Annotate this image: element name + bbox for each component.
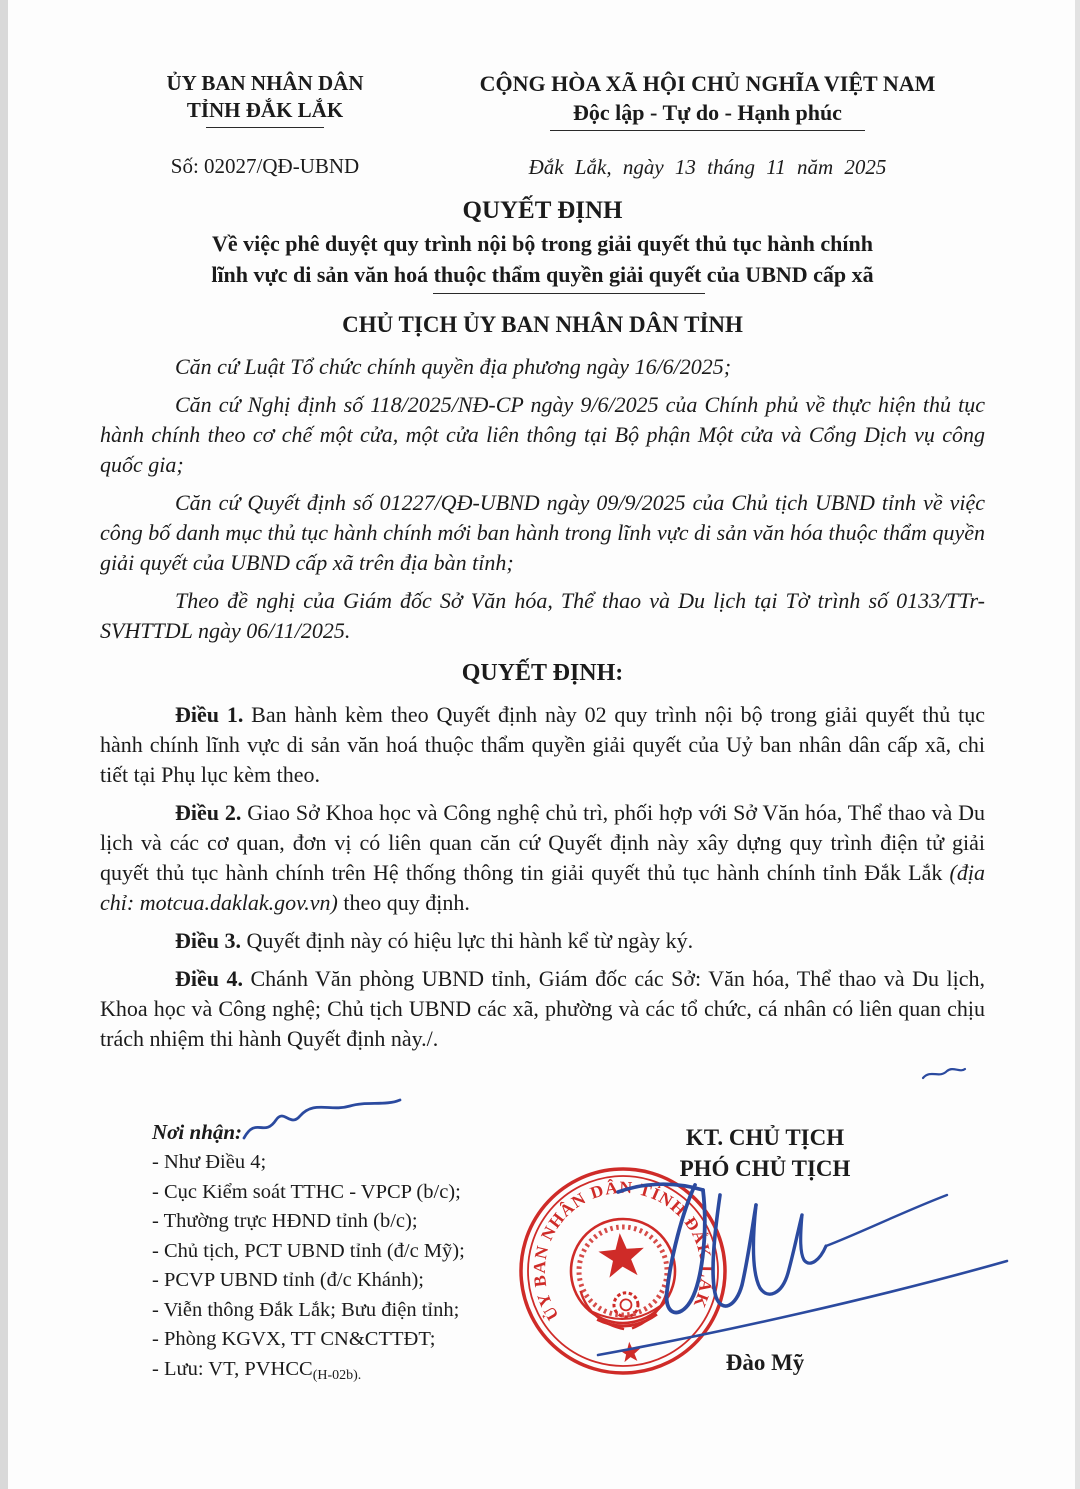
article-2-lead: Điều 2. <box>175 800 242 825</box>
article-1-lead: Điều 1. <box>175 702 244 727</box>
recipient-item: - Phòng KGVX, TT CN&CTTĐT; <box>152 1328 436 1350</box>
recipient-item: - Chủ tịch, PCT UBND tỉnh (đ/c Mỹ); <box>152 1239 465 1262</box>
pen-flourish <box>238 1096 408 1148</box>
recipients-list <box>152 1148 512 1390</box>
article-3-text: Quyết định này có hiệu lực thi hành kể từ ngày ký. <box>241 928 694 953</box>
subtitle-underline <box>433 293 705 294</box>
article-1 <box>100 700 985 790</box>
national-motto: Độc lập - Tự do - Hạnh phúc <box>573 100 842 125</box>
agency-underline <box>206 127 324 128</box>
recipient-item: - Cục Kiểm soát TTHC - VPCP (b/c); <box>152 1180 461 1203</box>
recipient-luu-sub: (H-02b). <box>312 1367 362 1383</box>
recipients-label: Nơi nhận: <box>152 1120 243 1144</box>
doc-subtitle-line2: lĩnh vực di sản văn hoá thuộc thẩm quyền giải quyết của UBND cấp xã <box>211 262 874 287</box>
recipient-item: - Như Điều 4; <box>152 1151 267 1173</box>
recipient-item: - PCVP UBND tỉnh (đ/c Khánh); <box>152 1269 424 1291</box>
article-4-lead: Điều 4. <box>175 966 243 991</box>
article-2-text1: Giao Sở Khoa học và Công nghệ chủ trì, phối hợp với Sở Văn hóa, Thể thao và Du lịch và các cơ quan, đơn vị có liên quan căn cứ Quyết định này xây dựng quy trình điện tử giải quyết thủ tục hành chính trên Hệ thống thông tin giải quyết thủ tục hành chính tỉnh Đắk Lắk <box>100 800 986 885</box>
decision-heading: QUYẾT ĐỊNH: <box>461 660 624 686</box>
document-header <box>100 70 985 180</box>
place-dateline: Đắk Lắk, ngày 13 tháng 11 năm 2025 <box>528 155 887 179</box>
preamble-paragraph-2: Căn cứ Nghị định số 118/2025/NĐ-CP ngày 9/6/2025 của Chính phủ về thực hiện thủ tục hành chính theo cơ chế một cửa, một cửa liên thông tại Bộ phận Một cửa và Cổng Dịch vụ công quốc gia; <box>100 392 985 477</box>
signature-scribble <box>555 1145 1025 1375</box>
recipient-luu: - Lưu: VT, PVHCC <box>152 1357 313 1380</box>
recipient-item: - Thường trực HĐND tỉnh (b/c); <box>152 1210 418 1232</box>
sign-title-line2: PHÓ CHỦ TỊCH <box>679 1156 851 1181</box>
preamble-paragraph-1: Căn cứ Luật Tổ chức chính quyền địa phương ngày 16/6/2025; <box>175 354 732 379</box>
preamble-section <box>100 352 985 646</box>
recipient-item-last <box>152 1355 512 1391</box>
document-body <box>100 70 985 1062</box>
article-4 <box>100 964 985 1054</box>
doc-subtitle-line1: Về việc phê duyệt quy trình nội bộ trong giải quyết thủ tục hành chính <box>212 231 873 256</box>
national-title: CỘNG HÒA XÃ HỘI CHỦ NGHĨA VIỆT NAM <box>479 71 936 96</box>
article-2-text2: theo quy định. <box>337 890 470 915</box>
issuing-authority: CHỦ TỊCH ỦY BAN NHÂN DÂN TỈNH <box>342 312 743 337</box>
signer-name: Đào Mỹ <box>725 1350 805 1375</box>
scan-edge-right <box>1075 0 1080 1489</box>
article-2-url: (địa chỉ: motcua.daklak.gov.vn) <box>100 860 985 915</box>
doc-type-heading: QUYẾT ĐỊNH <box>462 197 623 224</box>
article-2 <box>100 798 985 918</box>
agency-province: TỈNH ĐẮK LẮK <box>186 98 344 122</box>
doc-number: Số: 02027/QĐ-UBND <box>170 154 360 178</box>
scan-edge-left <box>0 0 8 1489</box>
seal-curved-text: ỦY BAN NHÂN DÂN TỈNH ĐẮK LẮK <box>529 1177 717 1324</box>
national-motto-block <box>430 70 985 180</box>
title-block <box>100 196 985 340</box>
recipients-block <box>152 1118 512 1390</box>
recipient-item: - Viễn thông Đắk Lắk; Bưu điện tỉnh; <box>152 1298 460 1321</box>
end-mark <box>918 1060 970 1088</box>
preamble-paragraph-3: Căn cứ Quyết định số 01227/QĐ-UBND ngày 09/9/2025 của Chủ tịch UBND tỉnh về việc công bố danh mục thủ tục hành chính mới ban hành trong lĩnh vực di sản văn hóa thuộc thẩm quyền giải quyết của UBND cấp xã trên địa bàn tỉnh; <box>100 490 985 575</box>
article-3-lead: Điều 3. <box>175 928 241 953</box>
article-4-text: Chánh Văn phòng UBND tỉnh, Giám đốc các Sở: Văn hóa, Thể thao và Du lịch, Khoa học và Công nghệ; Chủ tịch UBND các xã, phường và các tổ chức, cá nhân có liên quan chịu trách nhiệm thi hành Quyết định này./. <box>100 966 986 1051</box>
article-1-text: Ban hành kèm theo Quyết định này 02 quy trình nội bộ trong giải quyết thủ tục hành chính lĩnh vực di sản văn hoá thuộc thẩm quyền giải quyết của Uỷ ban nhân dân cấp xã, chi tiết tại Phụ lục kèm theo. <box>100 702 986 787</box>
article-3 <box>100 926 985 956</box>
agency-name: ỦY BAN NHÂN DÂN <box>166 71 364 95</box>
agency-block <box>100 70 430 180</box>
motto-underline <box>550 130 865 131</box>
preamble-paragraph-4: Theo đề nghị của Giám đốc Sở Văn hóa, Thể thao và Du lịch tại Tờ trình số 0133/TTr-SVHTTDL ngày 06/11/2025. <box>100 588 985 643</box>
sign-title-line1: KT. CHỦ TỊCH <box>685 1125 845 1150</box>
